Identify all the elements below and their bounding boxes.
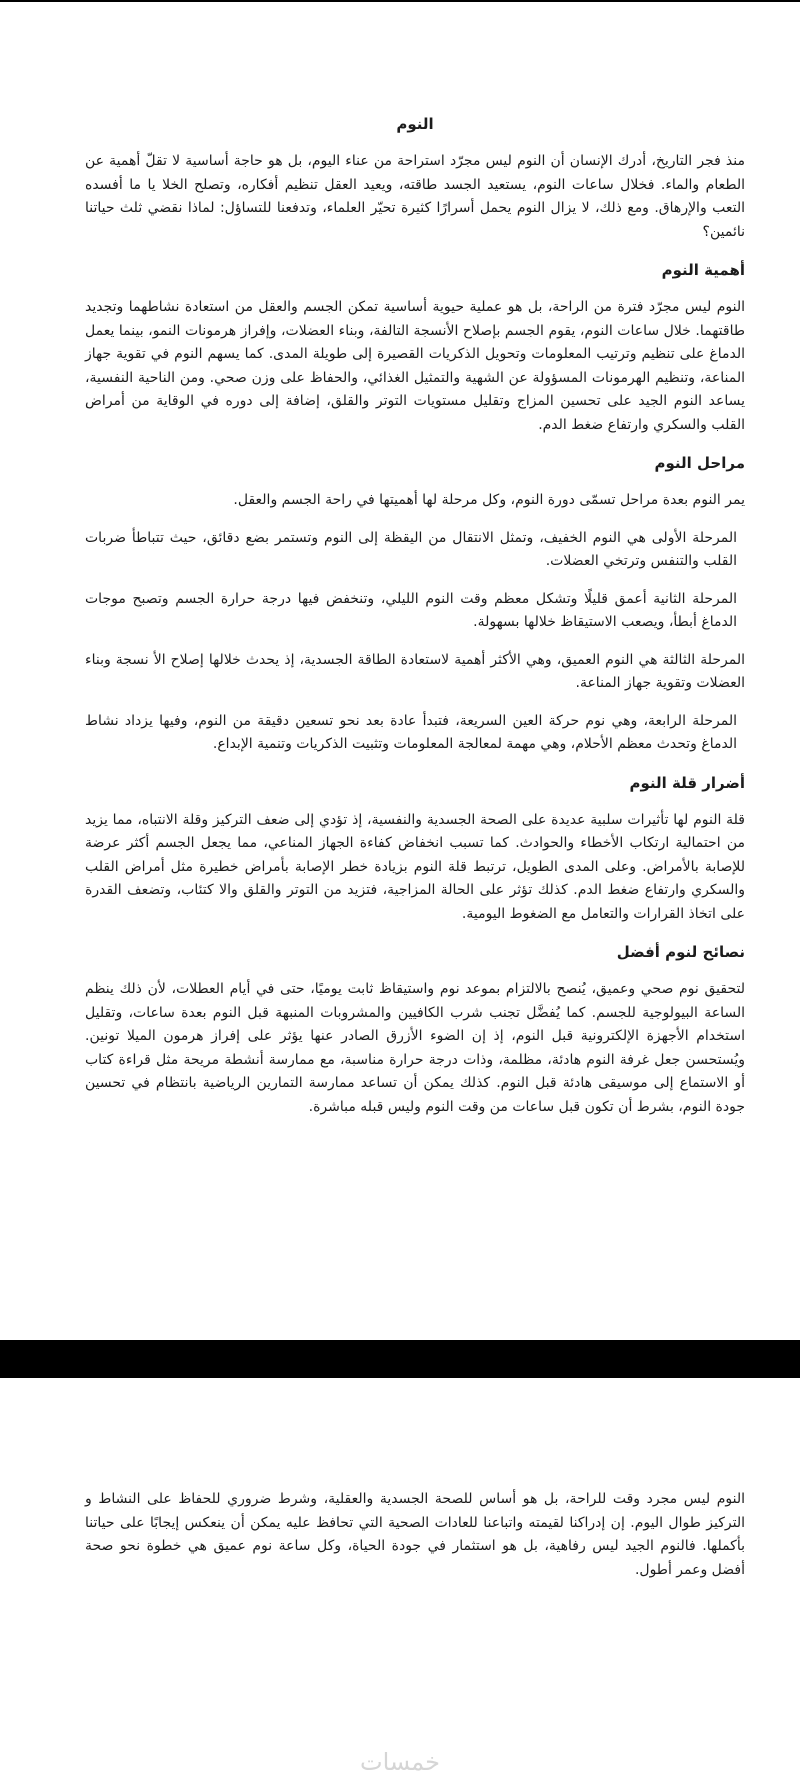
document-page-2 xyxy=(85,1488,745,1596)
top-border xyxy=(0,0,800,2)
heading-stages: مراحل النوم xyxy=(654,454,745,472)
document-title: النوم xyxy=(396,115,434,133)
stage-2-paragraph: المرحلة الثانية أعمق قليلًا وتشكل معظم وقت النوم الليلي، وتنخفض فيها درجة حرارة الجسم وتصبح موجات الدماغ أبطأ، ويصعب الاستيقاظ خلالها بسهولة. xyxy=(85,590,737,630)
heading-tips: نصائح لنوم أفضل xyxy=(616,943,745,961)
conclusion-paragraph: النوم ليس مجرد وقت للراحة، بل هو أساس للصحة الجسدية والعقلية، وشرط ضروري للحفاظ على النشاط و التركيز طوال اليوم. إن إدراكنا لقيمته واتباعنا للعادات الصحية التي تحافظ عليه يمكن أن ينعكس إيجابًا على حياتنا بأكملها. فالنوم الجيد ليس رفاهية، بل هو استثمار في جودة الحياة، وكل ساعة نوم عميق هي خطوة نحو صحة أفضل وعمر أطول. xyxy=(85,1491,745,1578)
stage-3-paragraph: المرحلة الثالثة هي النوم العميق، وهي الأكثر أهمية لاستعادة الطاقة الجسدية، إذ يحدث خلالها إصلاح الأ نسجة وبناء العضلات وتقوية جهاز المناعة. xyxy=(85,651,745,691)
page-separator-bar xyxy=(0,1340,800,1378)
heading-importance: أهمية النوم xyxy=(661,261,745,279)
tips-paragraph: لتحقيق نوم صحي وعميق، يُنصح بالالتزام بموعد نوم واستيقاظ ثابت يوميًا، حتى في أيام العطلات، لأن ذلك ينظم الساعة البيولوجية للجسم. كما يُفضَّل تجنب شرب الكافيين والمشروبات المنبهة قبل النوم بعدة ساعات، وتقليل استخدام الأجهزة الإلكترونية قبل النوم، إذ إن الضوء الأزرق الصادر عنها يؤثر على إفراز هرمون الميلا تونين. ويُستحسن جعل غرفة النوم هادئة، مظلمة، وذات درجة حرارة مناسبة، مع ممارسة أنشطة مريحة مثل قراءة كتاب أو الاستماع إلى موسيقى هادئة قبل النوم. كذلك يمكن أن تساعد ممارسة التمارين الرياضية بانتظام في تحسين جودة النوم، بشرط أن تكون قبل ساعات من وقت النوم وليس قبله مباشرة. xyxy=(85,981,745,1115)
stage-1-paragraph: المرحلة الأولى هي النوم الخفيف، وتمثل الانتقال من اليقظة إلى النوم وتستمر بضع دقائق، حيث تتباطأ ضربات القلب والتنفس وترتخي العضلات. xyxy=(85,529,737,569)
importance-paragraph: النوم ليس مجرّد فترة من الراحة، بل هو عملية حيوية أساسية تمكن الجسم والعقل من استعادة نشاطهما وتجديد طاقتهما. خلال ساعات النوم، يقوم الجسم بإصلاح الأنسجة التالفة، وبناء العضلات، وإفراز هرمونات النمو، بينما يعمل الدماغ على تنظيم وترتيب المعلومات وتحويل الذكريات القصيرة إلى طويلة المدى. كما يسهم النوم في تقوية جهاز المناعة، وتنظيم الهرمونات المسؤولة عن الشهية والتمثيل الغذائي، والحفاظ على وزن صحي. ومن الناحية النفسية، يساعد النوم الجيد على تحسين المزاج وتقليل مستويات التوتر والقلق، إضافة إلى دوره في الوقاية من أمراض القلب والسكري وارتفاع ضغط الدم. xyxy=(85,299,745,433)
stage-4-paragraph: المرحلة الرابعة، وهي نوم حركة العين السريعة، فتبدأ عادة بعد نحو تسعين دقيقة من النوم، وفيها يزداد نشاط الدماغ وتحدث معظم الأحلام، وهي مهمة لمعالجة المعلومات وتثبيت الذكريات وتنمية الإبداع. xyxy=(85,712,737,752)
intro-paragraph: منذ فجر التاريخ، أدرك الإنسان أن النوم ليس مجرّد استراحة من عناء اليوم، بل هو حاجة أساسية لا تقلّ أهمية عن الطعام والماء. فخلال ساعات النوم، يستعيد الجسد طاقته، ويعيد العقل تنظيم أفكاره، وتصلح الخلا يا ما أفسده التعب والإرهاق. ومع ذلك، لا يزال النوم يحمل أسرارًا كثيرة تحيّر العلماء، وتدفعنا للتساؤل: لماذا نقضي ثلث حياتنا نائمين؟ xyxy=(85,153,745,240)
harms-paragraph: قلة النوم لها تأثيرات سلبية عديدة على الصحة الجسدية والنفسية، إذ تؤدي إلى ضعف التركيز وقلة الانتباه، مما يزيد من احتمالية ارتكاب الأخطاء والحوادث. كما تسبب انخفاض كفاءة الجهاز المناعي، مما يجعل الجسم أكثر عرضة للإصابة بالأمراض. وعلى المدى الطويل، ترتبط قلة النوم بزيادة خطر الإصابة بأمراض خطيرة مثل أمراض القلب والسكري وارتفاع ضغط الدم. كذلك تؤثر على الحالة المزاجية، فتزيد من التوتر والقلق والا كتئاب، وتضعف القدرة على اتخاذ القرارات والتعامل مع الضغوط اليومية. xyxy=(85,811,745,922)
stages-intro-paragraph: يمر النوم بعدة مراحل تسمّى دورة النوم، وكل مرحلة لها أهميتها في راحة الجسم والعقل. xyxy=(233,492,745,508)
watermark-logo: خمسات xyxy=(359,1748,441,1776)
document-page-1 xyxy=(85,112,745,1133)
heading-harms: أضرار قلة النوم xyxy=(629,773,745,792)
